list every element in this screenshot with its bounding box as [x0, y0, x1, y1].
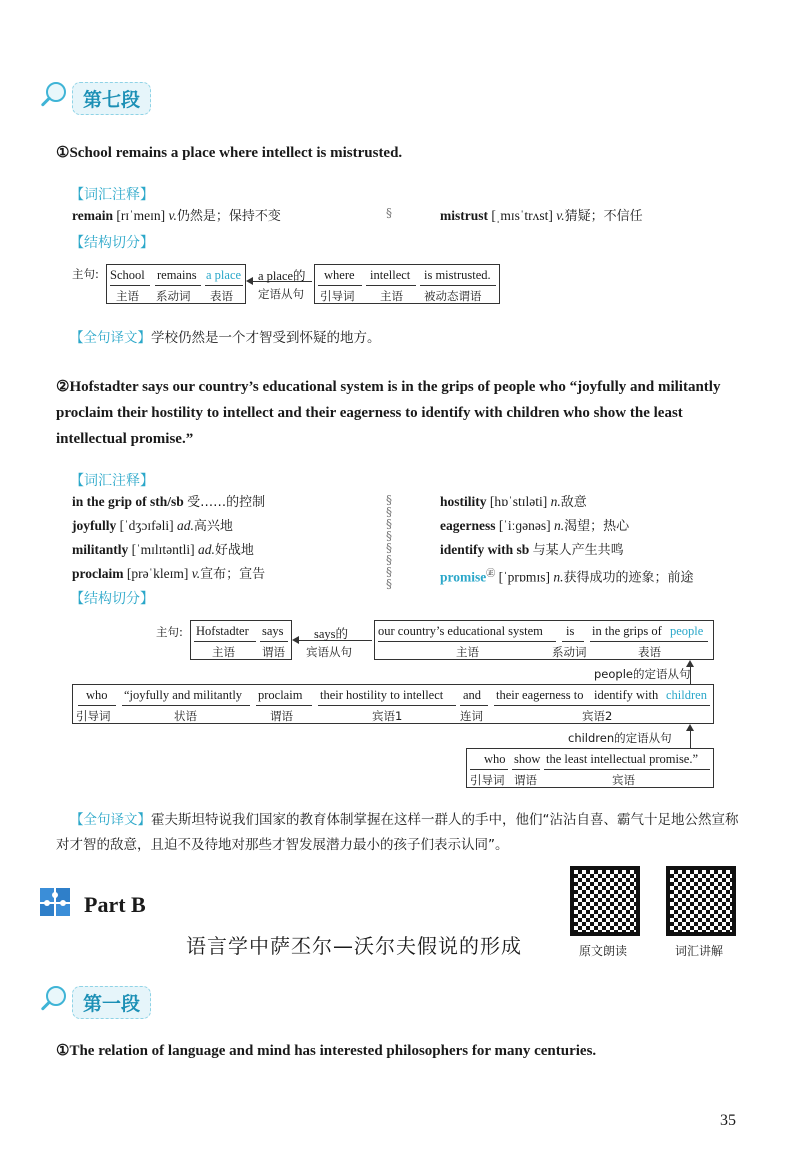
vocab-list-right: hostility [hɒˈstɪləti] n.敌意 eagerness [ˈiːɡənəs] n.渴望；热心 identify with sb 与某人产生共鸣 promise㊣ [ˈprɒmɪs] n.获得成功的迹象；前途: [440, 494, 694, 586]
diagram-role: 系动词: [156, 289, 191, 303]
diagram-word: School: [110, 268, 145, 282]
diagram-role: 宾语1: [372, 709, 403, 723]
diagram-role: 主语: [212, 645, 235, 659]
diagram-role: 引导词: [320, 289, 355, 303]
magnifier-icon: [38, 80, 68, 116]
link-label: people的定语从句: [594, 667, 691, 681]
diagram-word: proclaim: [258, 688, 303, 702]
sentence-1: ①The relation of language and mind has interested philosophers for many centuries.: [56, 1043, 597, 1059]
vocab-tag: 【词汇注释】: [70, 473, 154, 489]
diagram-role: 引导词: [470, 773, 505, 787]
qr-code-icon[interactable]: [666, 866, 736, 936]
arrow-head-icon: [686, 724, 694, 731]
diagram-word: the least intellectual promise.”: [546, 752, 699, 766]
diagram-role: 主语: [116, 289, 139, 303]
diagram-word-highlight: people: [670, 624, 704, 638]
diagram-role: 状语: [174, 709, 197, 723]
diagram-word: says: [262, 624, 284, 638]
diagram-role: 宾语: [612, 773, 635, 787]
section-header-para7: [38, 80, 151, 116]
diagram-role: 连词: [460, 709, 483, 723]
vocab-item: mistrust [ˌmɪsˈtrʌst] v.猜疑；不信任: [440, 208, 643, 224]
translation-1: 【全句译文】学校仍然是一个才智受到怀疑的地方。: [70, 330, 381, 346]
diagram-role: 引导词: [76, 709, 111, 723]
link-label: a place的: [258, 269, 306, 283]
wave-divider: §: [386, 206, 392, 220]
diagram-word: in the grips of: [592, 624, 662, 638]
diagram-word: their eagerness to: [496, 688, 584, 702]
section-header-para1: [38, 984, 151, 1020]
diagram-role: 系动词: [552, 645, 587, 659]
structure-tag: 【结构切分】: [70, 591, 154, 607]
diagram-word: and: [463, 688, 482, 702]
page-number: 35: [720, 1112, 736, 1129]
vocab-list-left: in the grip of sth/sb 受……的控制 joyfully [ˈdʒɔɪfəli] ad.高兴地 militantly [ˈmɪlɪtəntli] ad.好战地 proclaim [prəˈkleɪm] v.宣布；宣告: [72, 494, 266, 582]
qr-caption: 词汇讲解: [675, 944, 724, 958]
puzzle-icon: [38, 882, 74, 918]
sentence-1: ①School remains a place where intellect is mistrusted.: [56, 145, 403, 161]
diagram-word: where: [324, 268, 355, 282]
diagram-word: “joyfully and militantly: [124, 688, 243, 702]
diagram-role: 主语: [456, 645, 479, 659]
diagram-role: 谓语: [270, 709, 293, 723]
section-title: 第一段: [72, 986, 151, 1019]
translation-tag: 【全句译文】: [70, 330, 151, 346]
vocab-tag: 【词汇注释】: [70, 187, 154, 203]
diagram-word: who: [484, 752, 506, 766]
translation-tag: 【全句译文】: [70, 812, 151, 828]
arrow-head-icon: [246, 277, 253, 285]
diagram-word-highlight: a place: [206, 268, 242, 282]
diagram-word: Hofstadter: [196, 624, 249, 638]
diagram-word: is: [566, 624, 575, 638]
diagram-role: 主语: [380, 289, 403, 303]
structure-tag: 【结构切分】: [70, 235, 154, 251]
arrow-head-icon: [292, 636, 299, 644]
diagram-role: 谓语: [262, 645, 285, 659]
qr-code-icon[interactable]: [570, 866, 640, 936]
link-label: 宾语从句: [306, 645, 352, 659]
link-label: 定语从句: [258, 287, 304, 301]
part-title: 语言学中萨丕尔—沃尔夫假说的形成: [186, 934, 522, 958]
diagram-role: 被动态谓语: [424, 289, 482, 303]
diagram-role: 表语: [210, 289, 233, 303]
diagram-word: who: [86, 688, 108, 702]
main-label: 主句:: [156, 625, 183, 639]
sentence-2: ②Hofstadter says our country’s educational system is in the grips of people who “joyfully and militantly proclaim their hostility to intellect and their eagerness to identify with children who show the least intellectual promise.”: [56, 379, 721, 447]
part-label: Part B: [84, 892, 146, 917]
diagram-role: 谓语: [514, 773, 537, 787]
diagram-role: 宾语2: [582, 709, 613, 723]
wave-divider: § § § § § § § §: [386, 493, 392, 591]
diagram-word: remains: [157, 268, 197, 282]
qr-caption: 原文朗读: [579, 944, 628, 958]
diagram-word: is mistrusted.: [424, 268, 491, 282]
section-title: 第七段: [72, 82, 151, 115]
diagram-word: their hostility to intellect: [320, 688, 444, 702]
diagram-role: 表语: [638, 645, 661, 659]
main-label: 主句:: [72, 267, 99, 281]
link-label: says的: [314, 627, 349, 641]
link-label: children的定语从句: [568, 731, 672, 745]
diagram-word: our country’s educational system: [378, 624, 543, 638]
diagram-word-highlight: children: [666, 688, 707, 702]
vocab-item: remain [rɪˈmeɪn] v.仍然是；保持不变: [72, 208, 281, 224]
translation-2: 【全句译文】霍夫斯坦特说我们国家的教育体制掌握在这样一群人的手中，他们“沾沾自喜、霸气十足地公然宣称对才智的敌意，且迫不及待地对那些才智发展潜力最小的孩子们表示认同”。: [56, 812, 739, 853]
diagram-word: intellect: [370, 268, 411, 282]
magnifier-icon: [38, 984, 68, 1020]
diagram-word: show: [514, 752, 541, 766]
diagram-word: identify with: [594, 688, 659, 702]
